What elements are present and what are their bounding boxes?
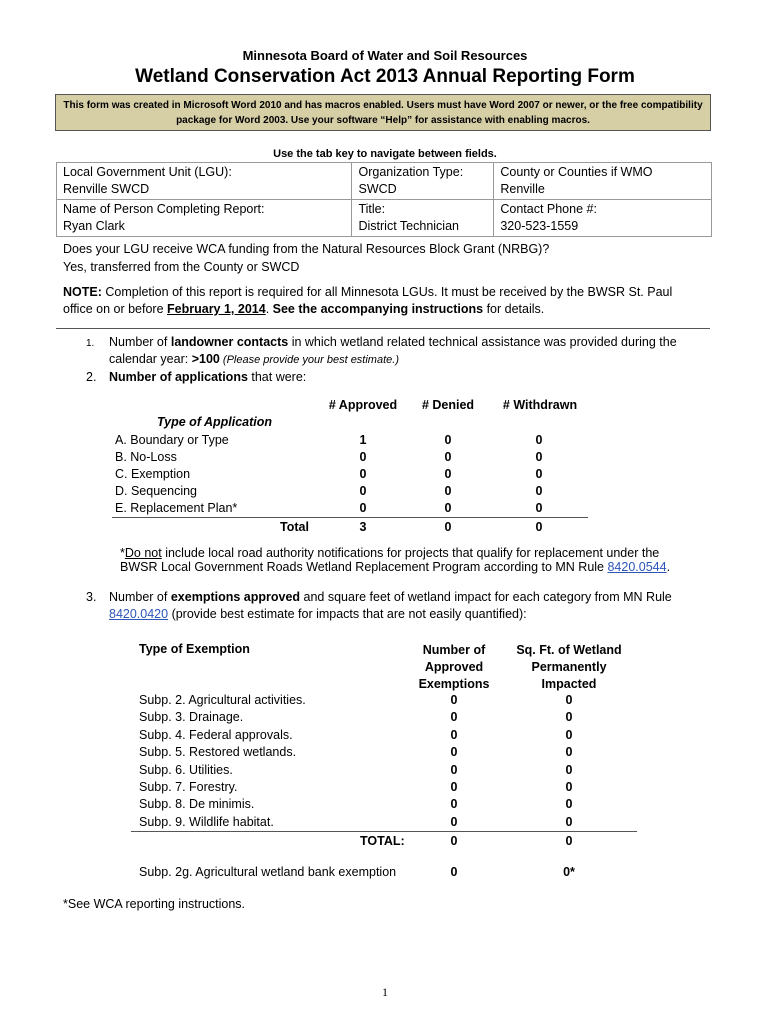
exemption-total-label: TOTAL: xyxy=(360,834,405,848)
q1-hint: (Please provide your best estimate.) xyxy=(219,354,399,366)
note-label: NOTE: xyxy=(63,285,102,299)
q1-number: 1. xyxy=(86,338,95,349)
row-label: Subp. 7. Forestry. xyxy=(139,780,238,794)
sqft-impacted-header xyxy=(501,642,637,693)
row-label: E. Replacement Plan* xyxy=(115,501,238,515)
exemption-total-rule xyxy=(131,831,637,832)
bank-exemption-sqft-field[interactable]: 0* xyxy=(563,865,575,879)
exemption-count-field[interactable]: 0 xyxy=(450,710,458,724)
q3-text xyxy=(109,590,672,604)
county-field[interactable]: Renville xyxy=(500,182,545,196)
row-label: Subp. 4. Federal approvals. xyxy=(139,728,293,742)
completion-note-line2 xyxy=(63,302,544,316)
approved-field[interactable]: 0 xyxy=(359,467,367,481)
lgu-field[interactable]: Renville SWCD xyxy=(63,182,150,196)
total-sqft: 0 xyxy=(565,834,573,848)
approved-header: # Approved xyxy=(328,398,398,412)
note-text: for details. xyxy=(483,302,545,316)
exemption-count-field[interactable]: 0 xyxy=(450,745,458,759)
q1-line2 xyxy=(109,352,399,366)
header-line: Number of xyxy=(422,643,486,657)
note-text: Completion of this report is required for all Minnesota LGUs. It must be received by the BWSR St. Paul xyxy=(101,285,673,299)
phone-cell xyxy=(494,200,712,237)
person-label: Name of Person Completing Report: xyxy=(63,202,265,216)
approved-field[interactable]: 0 xyxy=(359,450,367,464)
header-line: Sq. Ft. of Wetland xyxy=(516,643,622,657)
exemption-count-field[interactable]: 0 xyxy=(450,728,458,742)
row-label: A. Boundary or Type xyxy=(115,433,229,447)
form-title: Wetland Conservation Act 2013 Annual Reporting Form xyxy=(135,66,635,87)
footnote-part: BWSR Local Government Roads Wetland Replacement Program according to MN Rule xyxy=(120,560,608,574)
approved-field[interactable]: 0 xyxy=(359,484,367,498)
exemption-type-header: Type of Exemption xyxy=(139,642,250,656)
person-field[interactable]: Ryan Clark xyxy=(63,219,125,233)
row-label: B. No-Loss xyxy=(115,450,177,464)
q1-text-part: calendar year: xyxy=(109,352,192,366)
due-date: February 1, 2014 xyxy=(167,302,266,316)
withdrawn-field[interactable]: 0 xyxy=(535,467,543,481)
phone-label: Contact Phone #: xyxy=(500,202,597,216)
denied-field[interactable]: 0 xyxy=(444,450,452,464)
denied-field[interactable]: 0 xyxy=(444,501,452,515)
exemption-count-field[interactable]: 0 xyxy=(450,693,458,707)
q3-text-part: and square feet of wetland impact for each category from MN Rule xyxy=(300,590,672,604)
sqft-field[interactable]: 0 xyxy=(565,815,573,829)
instructions-ref: See the accompanying instructions xyxy=(272,302,484,316)
title-field[interactable]: District Technician xyxy=(358,219,459,233)
reporting-instructions-note: *See WCA reporting instructions. xyxy=(63,897,246,911)
sqft-field[interactable]: 0 xyxy=(565,693,573,707)
footnote-part: * xyxy=(120,546,125,560)
rule-8420-0544-link[interactable]: 8420.0544 xyxy=(607,560,667,574)
footnote-part: include local road authority notifications for projects that qualify for replacement under the xyxy=(161,546,660,560)
phone-field[interactable]: 320-523-1559 xyxy=(500,219,579,233)
sqft-field[interactable]: 0 xyxy=(565,763,573,777)
denied-field[interactable]: 0 xyxy=(444,433,452,447)
bank-exemption-label: Subp. 2g. Agricultural wetland bank exemption xyxy=(139,865,397,879)
lgu-cell xyxy=(57,163,352,200)
footnote-emphasis: Do not xyxy=(124,546,162,560)
row-label: D. Sequencing xyxy=(115,484,198,498)
exemption-count-field[interactable]: 0 xyxy=(450,797,458,811)
total-denied: 0 xyxy=(444,520,452,534)
q1-contacts-field[interactable]: >100 xyxy=(191,352,220,366)
withdrawn-field[interactable]: 0 xyxy=(535,450,543,464)
withdrawn-field[interactable]: 0 xyxy=(535,433,543,447)
q2-footnote-line2 xyxy=(120,560,670,574)
approved-field[interactable]: 0 xyxy=(359,501,367,515)
org-type-label: Organization Type: xyxy=(358,165,464,179)
q3-bold: exemptions approved xyxy=(170,590,301,604)
denied-header: # Denied xyxy=(421,398,475,412)
q2-text xyxy=(109,370,306,384)
sqft-field[interactable]: 0 xyxy=(565,710,573,724)
organization-name: Minnesota Board of Water and Soil Resources xyxy=(242,48,528,63)
completion-note-line1 xyxy=(63,285,672,299)
total-exemption-count: 0 xyxy=(450,834,458,848)
org-type-field[interactable]: SWCD xyxy=(358,182,397,196)
q1-text-part: in which wetland related technical assistance was provided during the xyxy=(288,335,677,349)
section-divider xyxy=(56,328,710,329)
application-type-header: Type of Application xyxy=(157,415,273,429)
funding-question: Does your LGU receive WCA funding from the Natural Resources Block Grant (NRBG)? xyxy=(63,242,550,256)
table-total-rule xyxy=(112,517,588,518)
org-type-cell xyxy=(352,163,494,200)
denied-field[interactable]: 0 xyxy=(444,467,452,481)
note-text: . xyxy=(265,302,273,316)
exemption-count-field[interactable]: 0 xyxy=(450,763,458,777)
row-label: Subp. 6. Utilities. xyxy=(139,763,233,777)
withdrawn-field[interactable]: 0 xyxy=(535,501,543,515)
q1-bold: landowner contacts xyxy=(170,335,289,349)
q2-text-part: that were: xyxy=(247,370,307,384)
county-cell xyxy=(494,163,712,200)
sqft-field[interactable]: 0 xyxy=(565,745,573,759)
row-label: Subp. 9. Wildlife habitat. xyxy=(139,815,274,829)
bank-exemption-count-field[interactable]: 0 xyxy=(450,865,458,879)
q2-bold: Number of applications xyxy=(109,370,248,384)
person-cell xyxy=(57,200,352,237)
exemption-count-field[interactable]: 0 xyxy=(450,815,458,829)
title-cell xyxy=(352,200,494,237)
q3-number: 3. xyxy=(86,590,97,604)
note-text: office on or before xyxy=(63,302,168,316)
q2-footnote-line1 xyxy=(120,546,659,560)
approved-exemptions-header xyxy=(409,642,499,693)
title-label: Title: xyxy=(358,202,386,216)
county-label: County or Counties if WMO xyxy=(500,165,653,179)
q2-number: 2. xyxy=(86,370,97,384)
total-withdrawn: 0 xyxy=(535,520,543,534)
header-line: Impacted xyxy=(541,677,597,691)
tab-key-note: Use the tab key to navigate between fields. xyxy=(273,148,497,160)
sqft-field[interactable]: 0 xyxy=(565,728,573,742)
header-line: Permanently xyxy=(531,660,607,674)
total-approved: 3 xyxy=(359,520,367,534)
lgu-label: Local Government Unit (LGU): xyxy=(63,165,232,179)
row-label: Subp. 3. Drainage. xyxy=(139,710,244,724)
header-line: Approved xyxy=(424,660,484,674)
withdrawn-field[interactable]: 0 xyxy=(535,484,543,498)
q1-text xyxy=(109,335,677,349)
q3-text-part: Number of xyxy=(109,590,171,604)
row-label: Subp. 2. Agricultural activities. xyxy=(139,693,306,707)
lgu-info-table xyxy=(56,162,712,237)
denied-field[interactable]: 0 xyxy=(444,484,452,498)
total-label: Total xyxy=(280,520,309,534)
macro-notice: This form was created in Microsoft Word 2010 and has macros enabled. Users must have Word 2007 or newer, or the free compatibility package for Word 2003. Use your software “Help” for assistance with enabling macros. xyxy=(55,94,711,131)
row-label: Subp. 5. Restored wetlands. xyxy=(139,745,297,759)
approved-field[interactable]: 1 xyxy=(359,433,367,447)
funding-answer-field[interactable]: Yes, transferred from the County or SWCD xyxy=(63,260,300,274)
header-line: Exemptions xyxy=(418,677,490,691)
rule-8420-0420-link[interactable]: 8420.0420 xyxy=(109,607,169,621)
q1-text-part: Number of xyxy=(109,335,171,349)
row-label: C. Exemption xyxy=(115,467,191,481)
footnote-part: . xyxy=(666,560,671,574)
page-number: 1 xyxy=(382,985,388,999)
sqft-field[interactable]: 0 xyxy=(565,780,573,794)
withdrawn-header: # Withdrawn xyxy=(502,398,578,412)
q3-line2 xyxy=(109,607,527,621)
sqft-field[interactable]: 0 xyxy=(565,797,573,811)
q3-text-part: (provide best estimate for impacts that are not easily quantified): xyxy=(168,607,527,621)
exemption-count-field[interactable]: 0 xyxy=(450,780,458,794)
row-label: Subp. 8. De minimis. xyxy=(139,797,255,811)
